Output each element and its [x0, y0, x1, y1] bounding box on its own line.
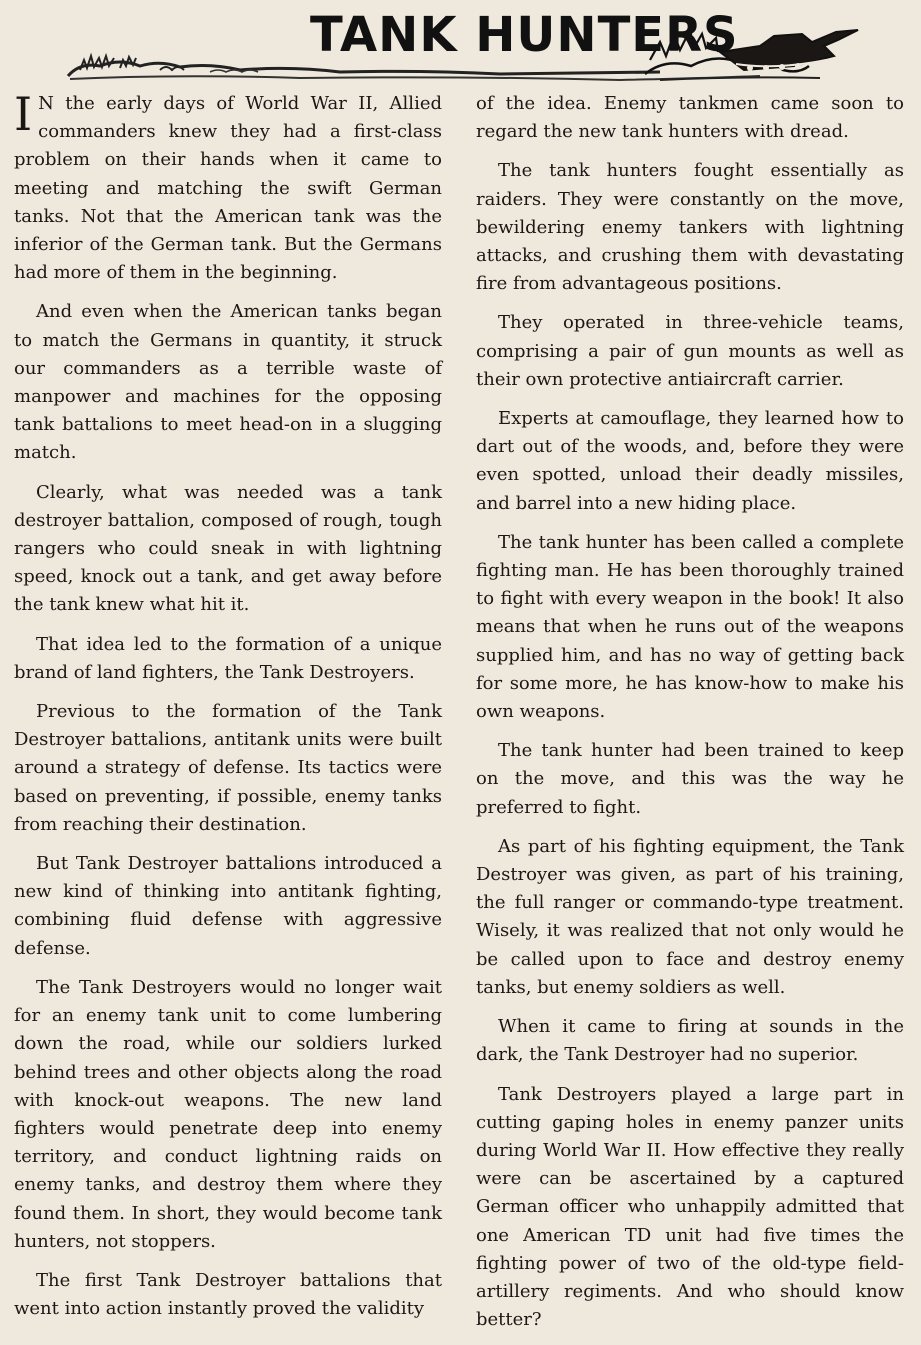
paragraph: When it came to firing at sounds in the dark, the Tank Destroyer had no superior. [476, 1016, 904, 1066]
paragraph: The first Tank Destroyer battalions that went into action instantly proved the validity [14, 1269, 442, 1320]
drop-cap: I [14, 87, 33, 141]
paragraph: The tank hunters fought essentially as raiders. They were constantly on the move, bewildering enemy tankers with lightning attacks, and crushing them with devastating fire from advantageous positions. [476, 160, 904, 295]
paragraph-text: N the early days of World War II, Allied commanders knew they had a first-class problem on their hands when it came to meeting and matching the swift German tanks. Not that the American tank was the inferior of the German tank. But the Germans had more of them in the beginning. [14, 93, 442, 284]
left-column [14, 87, 442, 1334]
article-title: TANK HUNTERS [310, 7, 739, 63]
paragraph: Previous to the formation of the Tank Destroyer battalions, antitank units were built around a strategy of defense. Its tactics were based on preventing, if possible, enemy tanks from reaching their destination. [14, 701, 442, 835]
paragraph: That idea led to the formation of a unique brand of land fighters, the Tank Destroyers. [14, 633, 442, 683]
paragraph: As part of his fighting equipment, the Tank Destroyer was given, as part of his training, the full ranger or commando-type treatment. Wisely, it was realized that not only would he be called upon to face and destroy enemy tanks, but enemy soldiers as well. [476, 835, 904, 998]
paragraph: And even when the American tanks began to match the Germans in quantity, it struck our commanders as a terrible waste of manpower and machines for the opposing tank battalions to meet head-on in a slugging match. [14, 301, 442, 464]
paragraph: The Tank Destroyers would no longer wait for an enemy tank unit to come lumbering down the road, while our soldiers lurked behind trees and other objects along the road with knock-out weapons. The new land fighters would penetrate deep into enemy territory, and conduct lightning raids on enemy tanks, and destroy them where they found them. In short, they would become tank hunters, not stoppers. [14, 976, 442, 1252]
paragraph: Clearly, what was needed was a tank destroyer battalion, composed of rough, tough rangers who could sneak in with lightning speed, knock out a tank, and get away before the tank knew what hit it. [14, 481, 442, 616]
paragraph: They operated in three-vehicle teams, comprising a pair of gun mounts as well as their own protective antiaircraft carrier. [476, 312, 904, 390]
right-column [476, 90, 904, 1345]
paragraph [14, 87, 442, 287]
paragraph: But Tank Destroyer battalions introduced a new kind of thinking into antitank fighting, combining fluid defense with aggressive defense. [14, 853, 442, 959]
masthead [60, 0, 860, 86]
paragraph: The tank hunter has been called a complete fighting man. He has been thoroughly trained to fight with every weapon in the book! It also means that when he runs out of the weapons supplied him, and has no way of getting back for some more, he has know-how to make his own weapons. [476, 531, 904, 723]
paragraph: of the idea. Enemy tankmen came soon to regard the new tank hunters with dread. [476, 93, 904, 143]
paragraph: The tank hunter had been trained to keep on the move, and this was the way he preferred to fight. [476, 740, 904, 818]
paragraph: Tank Destroyers played a large part in cutting gaping holes in enemy panzer units during World War II. How effective they really were can be ascertained by a captured German officer who unhappily admitted that one American TD unit had five times the fighting power of two of the old-type field-artillery regiments. And who should know better? [476, 1083, 904, 1331]
paragraph: Experts at camouflage, they learned how to dart out of the woods, and, before they were even spotted, unload their deadly missiles, and barrel into a new hiding place. [476, 408, 904, 514]
